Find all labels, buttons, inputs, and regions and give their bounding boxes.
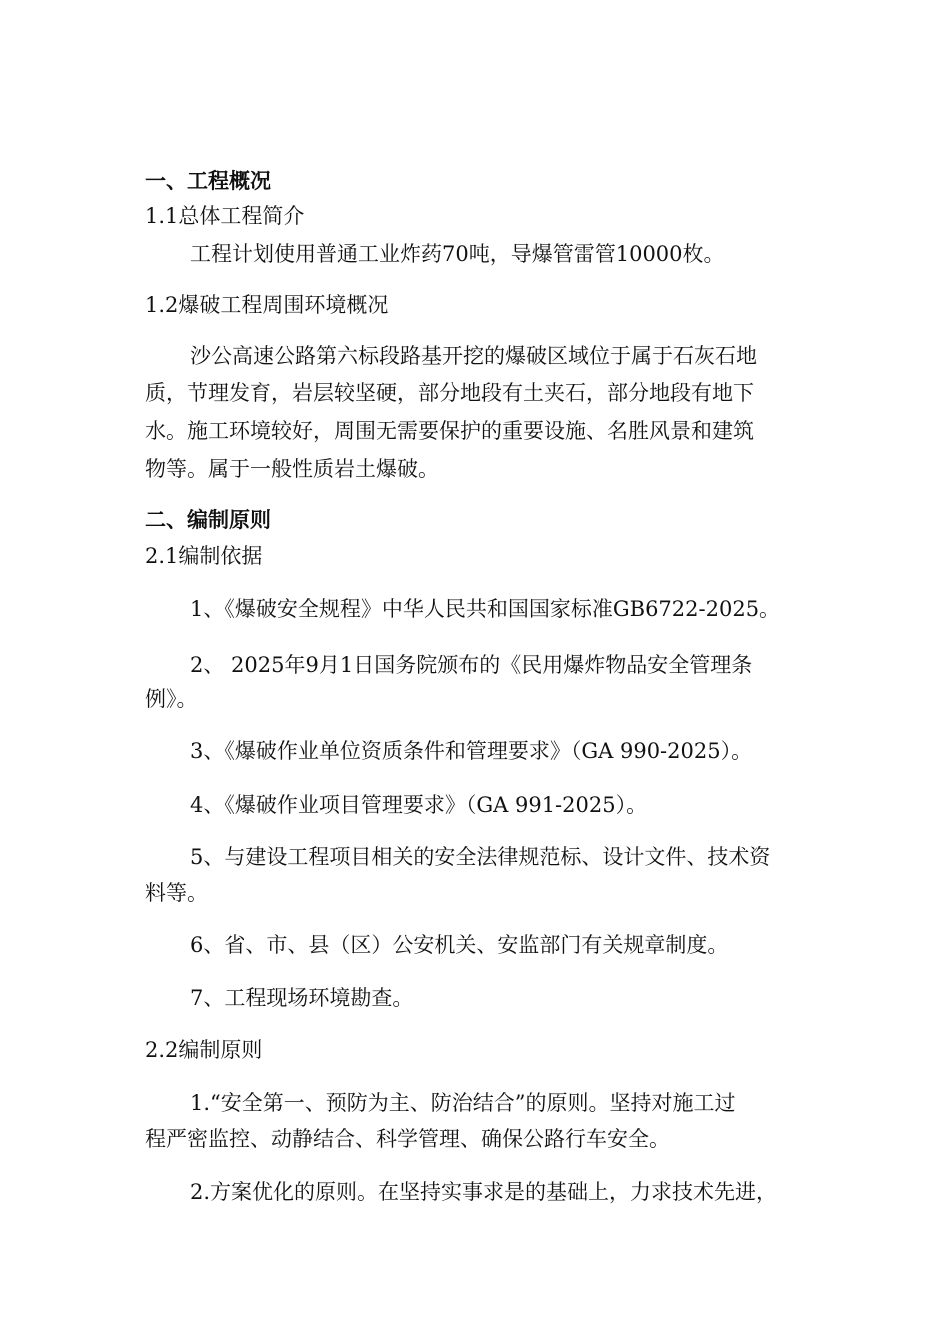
basis-item: 1、《爆破安全规程》中华人民共和国国家标准GB6722-2025。: [190, 597, 781, 621]
subsection-2-2-title: 2.2编制原则: [145, 1038, 263, 1062]
principle-item: 2.方案优化的原则。在坚持实事求是的基础上，力求技术先进，: [190, 1180, 778, 1204]
section-2-heading: 二、编制原则: [145, 508, 271, 532]
basis-item-continuation: 例》。: [145, 687, 198, 711]
basis-item-continuation: 料等。: [145, 881, 208, 905]
subsection-1-1-text: 工程计划使用普通工业炸药70吨，导爆管雷管10000枚。: [190, 242, 725, 266]
subsection-1-2-title: 1.2爆破工程周围环境概况: [145, 293, 389, 317]
principle-item: 1.“安全第一、预防为主、防治结合”的原则。坚持对施工过: [190, 1091, 736, 1115]
basis-item: 4、《爆破作业项目管理要求》（GA 991-2025）。: [190, 793, 648, 817]
basis-item: 7、工程现场环境勘查。: [190, 986, 414, 1010]
subsection-1-2-line: 物等。属于一般性质岩土爆破。: [145, 457, 439, 481]
basis-item: 5、与建设工程项目相关的安全法律规范标、设计文件、技术资: [190, 845, 771, 869]
subsection-1-2-line: 沙公高速公路第六标段路基开挖的爆破区域位于属于石灰石地: [190, 344, 757, 368]
subsection-2-1-title: 2.1编制依据: [145, 544, 263, 568]
basis-item: 2、 2025年9月1日国务院颁布的《民用爆炸物品安全管理条: [190, 653, 753, 677]
subsection-1-2-line: 质，节理发育，岩层较坚硬，部分地段有土夹石，部分地段有地下: [145, 381, 754, 405]
section-1-heading: 一、工程概况: [145, 169, 271, 193]
basis-item: 6、省、市、县（区）公安机关、安监部门有关规章制度。: [190, 933, 729, 957]
basis-item: 3、《爆破作业单位资质条件和管理要求》（GA 990-2025）。: [190, 739, 753, 763]
subsection-1-1-title: 1.1总体工程简介: [145, 204, 305, 228]
subsection-1-2-line: 水。施工环境较好，周围无需要保护的重要设施、名胜风景和建筑: [145, 419, 754, 443]
principle-item-continuation: 程严密监控、动静结合、科学管理、确保公路行车安全。: [145, 1127, 670, 1151]
